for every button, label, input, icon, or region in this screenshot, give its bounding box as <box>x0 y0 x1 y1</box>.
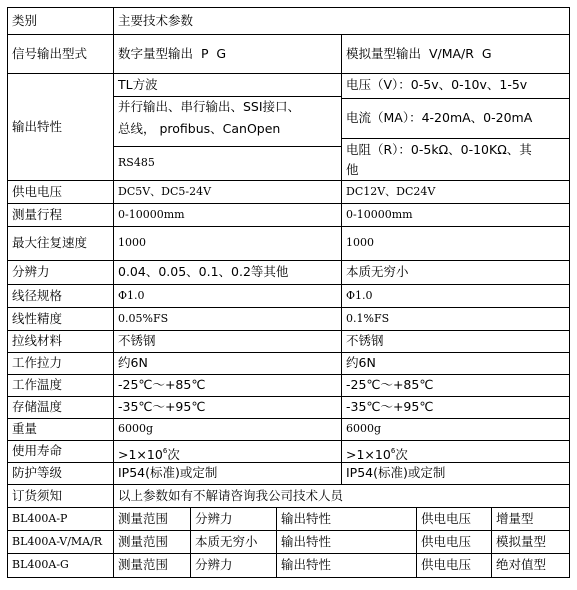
signal-digital: 数字量型输出 P G <box>118 46 227 61</box>
model-cell: 输出特性 <box>281 511 332 526</box>
signal-label: 信号输出型式 <box>12 46 88 61</box>
spec-analog-store-temp: -35℃～+95℃ <box>346 399 434 414</box>
border-bottom <box>7 577 570 578</box>
spec-analog-speed: 1000 <box>346 236 374 249</box>
output-digital-3: RS485 <box>118 156 155 169</box>
spec-analog-protection: IP54(标准)或定制 <box>346 465 446 480</box>
order-label: 订货须知 <box>12 488 63 503</box>
spec-label-life: 使用寿命 <box>12 443 63 458</box>
spec-label-stroke: 测量行程 <box>12 207 63 222</box>
model-code: BL400A-V/MA/R <box>12 535 103 548</box>
row-line <box>7 307 570 308</box>
spec-digital-material: 不锈钢 <box>118 333 156 348</box>
spec-digital-protection: IP54(标准)或定制 <box>118 465 218 480</box>
model-col-line <box>491 507 492 578</box>
spec-digital-weight: 6000g <box>118 422 154 435</box>
spec-label-weight: 重量 <box>12 421 38 436</box>
spec-analog-wire: Φ1.0 <box>346 289 373 302</box>
model-type: 增量型 <box>496 511 534 526</box>
sub-row-line <box>341 138 570 139</box>
spec-label-linearity: 线性精度 <box>12 311 63 326</box>
spec-digital-linearity: 0.05%FS <box>118 312 169 325</box>
output-analog-3b: 他 <box>346 162 359 177</box>
model-cell: 分辨力 <box>195 511 233 526</box>
row-line <box>7 484 570 485</box>
spec-digital-store-temp: -35℃～+95℃ <box>118 399 206 414</box>
spec-digital-resolution: 0.04、0.05、0.1、0.2等其他 <box>118 264 289 279</box>
row-line <box>7 330 570 331</box>
output-analog-2: 电流（MA）：4-20mA、0-20mA <box>346 110 533 125</box>
row-line <box>7 203 570 204</box>
row-line <box>7 396 570 397</box>
spec-digital-tension: 约6N <box>118 355 148 370</box>
output-digital-2a: 并行输出、串行输出、SSI接口、 <box>118 99 301 114</box>
row-line <box>7 34 570 35</box>
spec-analog-resolution: 本质无穷小 <box>346 264 409 279</box>
spec-label-tension: 工作拉力 <box>12 355 63 370</box>
spec-label-resolution: 分辨力 <box>12 264 50 279</box>
row-line <box>7 462 570 463</box>
model-code: BL400A-P <box>12 512 68 525</box>
row-line <box>7 226 570 227</box>
spec-analog-life <box>346 443 408 463</box>
sub-row-line <box>113 146 341 147</box>
row-line <box>7 440 570 441</box>
life-unit: 次 <box>167 447 180 462</box>
life-unit: 次 <box>395 447 408 462</box>
model-cell: 输出特性 <box>281 557 332 572</box>
signal-analog: 模拟量型输出 V/MA/R G <box>346 46 492 61</box>
output-analog-3a: 电阻（R）：0-5kΩ、0-10KΩ、其 <box>346 142 532 157</box>
spec-label-supply: 供电电压 <box>12 184 63 199</box>
model-type: 绝对值型 <box>496 557 547 572</box>
output-analog-1: 电压（V）：0-5v、0-10v、1-5v <box>346 77 528 92</box>
output-digital-1: TL方波 <box>118 77 158 92</box>
model-code: BL400A-G <box>12 558 69 571</box>
spec-analog-material: 不锈钢 <box>346 333 384 348</box>
model-cell: 输出特性 <box>281 534 332 549</box>
life-value: >1×10 <box>346 447 391 462</box>
spec-label-protection: 防护等级 <box>12 465 63 480</box>
row-line <box>7 260 570 261</box>
model-cell: 本质无穷小 <box>195 534 258 549</box>
life-exponent: 6 <box>390 447 396 455</box>
spec-digital-stroke: 0-10000mm <box>118 208 185 221</box>
row-line <box>7 530 570 531</box>
spec-label-material: 拉线材料 <box>12 333 63 348</box>
spec-label-speed: 最大往复速度 <box>12 235 88 250</box>
model-cell: 供电电压 <box>421 534 472 549</box>
output-digital-2b: 总线， profibus、CanOpen <box>118 121 281 136</box>
spec-analog-stroke: 0-10000mm <box>346 208 413 221</box>
spec-analog-linearity: 0.1%FS <box>346 312 390 325</box>
row-line <box>7 180 570 181</box>
spec-digital-wire: Φ1.0 <box>118 289 145 302</box>
sub-row-line <box>113 96 341 97</box>
spec-digital-life <box>118 443 180 463</box>
spec-analog-supply: DC12V、DC24V <box>346 185 436 198</box>
model-col-line <box>276 507 277 578</box>
spec-digital-speed: 1000 <box>118 236 146 249</box>
spec-label-wire: 线径规格 <box>12 288 63 303</box>
model-cell: 测量范围 <box>118 557 169 572</box>
model-type: 模拟量型 <box>496 534 547 549</box>
model-col-line <box>416 507 417 578</box>
divider-label-col <box>113 7 114 578</box>
model-cell: 分辨力 <box>195 557 233 572</box>
order-note: 以上参数如有不解请咨询我公司技术人员 <box>118 488 344 503</box>
sub-row-line <box>341 98 570 99</box>
model-cell: 供电电压 <box>421 557 472 572</box>
row-line <box>7 73 570 74</box>
row-line <box>7 352 570 353</box>
spec-label-work-temp: 工作温度 <box>12 377 63 392</box>
model-cell: 供电电压 <box>421 511 472 526</box>
output-label: 输出特性 <box>12 119 63 134</box>
life-exponent: 6 <box>162 447 168 455</box>
spec-analog-weight: 6000g <box>346 422 382 435</box>
border-top <box>7 7 570 8</box>
header-category: 类别 <box>12 13 38 28</box>
spec-analog-work-temp: -25℃～+85℃ <box>346 377 434 392</box>
row-line <box>7 284 570 285</box>
model-cell: 测量范围 <box>118 534 169 549</box>
header-params: 主要技术参数 <box>118 13 194 28</box>
spec-digital-supply: DC5V、DC5-24V <box>118 185 212 198</box>
life-value: >1×10 <box>118 447 163 462</box>
model-cell: 测量范围 <box>118 511 169 526</box>
row-line <box>7 553 570 554</box>
border-left <box>7 7 8 578</box>
spec-analog-tension: 约6N <box>346 355 376 370</box>
border-right <box>569 7 570 578</box>
spec-label-store-temp: 存储温度 <box>12 399 63 414</box>
row-line <box>7 418 570 419</box>
spec-digital-work-temp: -25℃～+85℃ <box>118 377 206 392</box>
row-line <box>7 507 570 508</box>
model-col-line <box>190 507 191 578</box>
row-line <box>7 374 570 375</box>
